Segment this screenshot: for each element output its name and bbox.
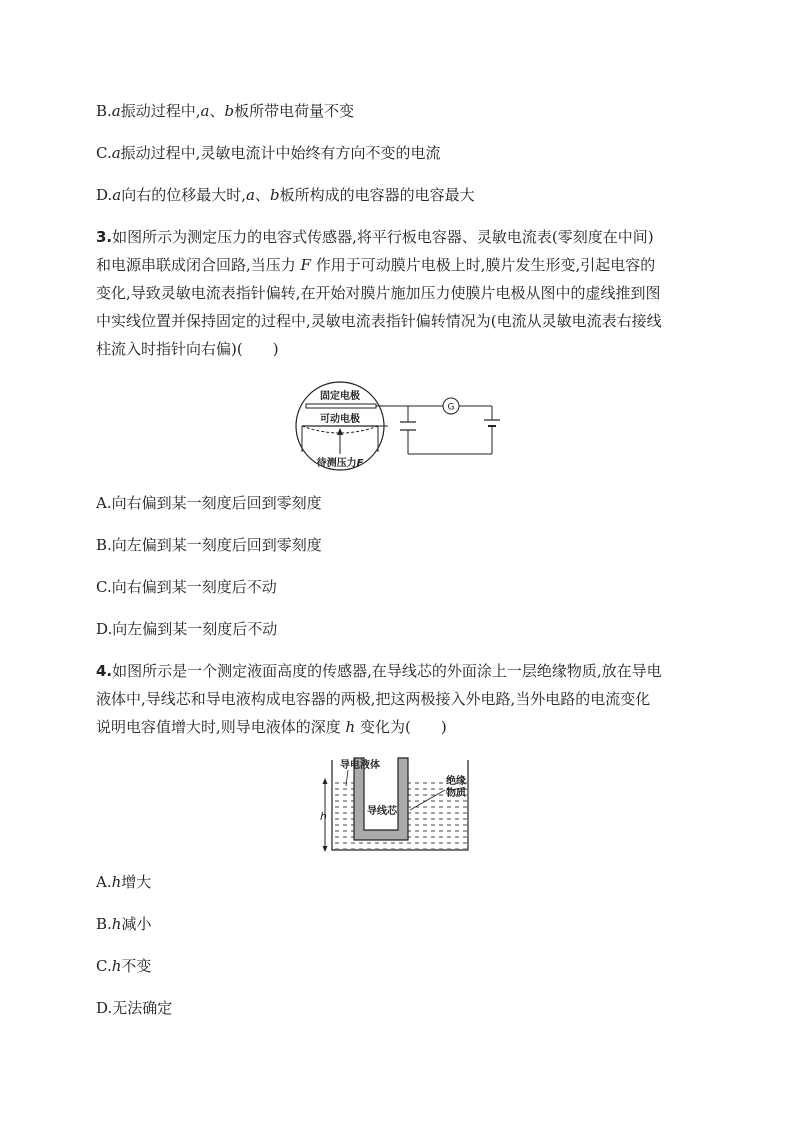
q3-stem-line-5: 柱流入时指针向右偏)( ) <box>96 340 279 358</box>
q3-stem-line-2: 和电源串联成闭合回路,当压力 F 作用于可动膜片电极上时,膜片发生形变,引起电容的 <box>96 256 656 274</box>
liquid-label: 导电液体 <box>340 760 380 771</box>
q4-option-a: A.h增大 <box>96 873 152 891</box>
q4-stem-line-2: 液体中,导线芯和导电液构成电容器的两极,把这两极接入外电路,当外电路的电流变化 <box>96 690 651 708</box>
q4-option-d: D.无法确定 <box>96 999 173 1017</box>
q3-stem-line-3: 变化,导致灵敏电流表指针偏转,在开始对膜片施加压力使膜片电极从图中的虚线推到图 <box>96 284 661 302</box>
galvanometer-label: G <box>447 402 455 413</box>
q3-stem-line-4: 中实线位置并保持固定的过程中,灵敏电流表指针偏转情况为(电流从灵敏电流表右接线 <box>96 312 662 330</box>
fixed-electrode-plate <box>306 404 376 408</box>
insulation-label-1: 绝缘 <box>446 776 466 787</box>
insulation-label-2: 物质 <box>446 788 466 799</box>
q3-option-a: A.向右偏到某一刻度后回到零刻度 <box>96 494 322 512</box>
q4-option-c: C.h不变 <box>96 957 152 975</box>
q4-stem-line-3: 说明电容值增大时,则导电液体的深度 h 变化为( ) <box>96 718 447 736</box>
depth-label: h <box>320 810 327 823</box>
pressure-label: 待测压力F <box>316 458 364 469</box>
q4-stem-line-1: 4.如图所示是一个测定液面高度的传感器,在导线芯的外面涂上一层绝缘物质,放在导电 <box>96 662 662 680</box>
q3-option-b: B.向左偏到某一刻度后回到零刻度 <box>96 536 322 554</box>
q3-option-c: C.向右偏到某一刻度后不动 <box>96 578 277 596</box>
fixed-electrode-label: 固定电极 <box>320 391 360 402</box>
q2-option-d: D.a向右的位移最大时,a、b板所构成的电容器的电容最大 <box>96 186 475 204</box>
q3-option-d: D.向左偏到某一刻度后不动 <box>96 620 278 638</box>
q3-stem-line-1: 3.如图所示为测定压力的电容式传感器,将平行板电容器、灵敏电流表(零刻度在中间) <box>96 228 654 246</box>
core-label: 导线芯 <box>367 806 397 817</box>
q4-option-b: B.h减小 <box>96 915 152 933</box>
q2-option-b: B.a振动过程中,a、b板所带电荷量不变 <box>96 102 355 120</box>
q3-figure-pressure-sensor <box>288 380 510 474</box>
movable-electrode-label: 可动电极 <box>320 414 360 425</box>
q2-option-c: C.a振动过程中,灵敏电流计中始终有方向不变的电流 <box>96 144 441 162</box>
q4-number: 4. <box>96 662 113 680</box>
q3-number: 3. <box>96 228 113 246</box>
q4-figure-liquid-level-sensor <box>318 756 488 854</box>
